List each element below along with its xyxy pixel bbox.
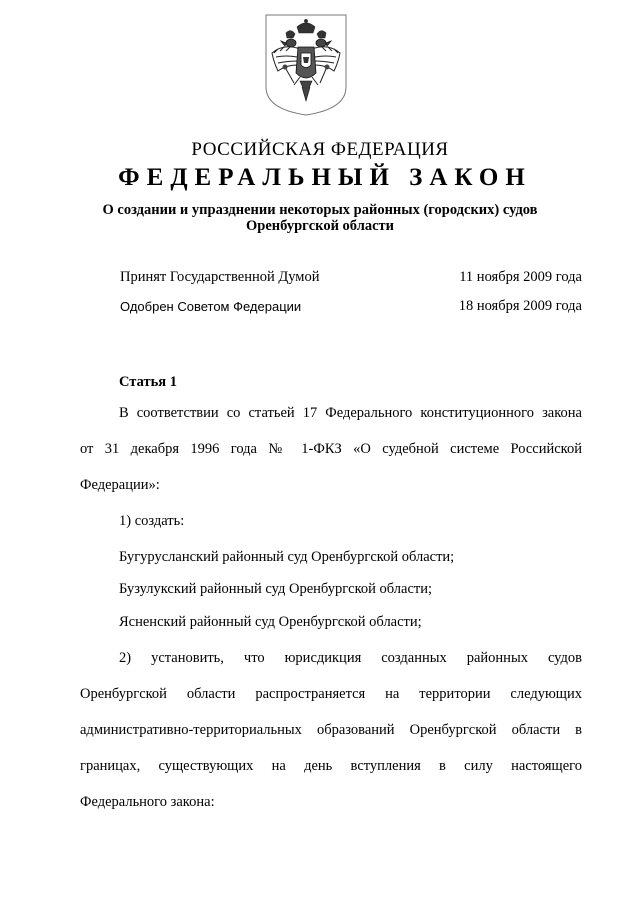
country-name: РОССИЙСКАЯ ФЕДЕРАЦИЯ bbox=[191, 139, 449, 160]
document-title-line-1: О создании и упразднении некоторых районных (городских) судов bbox=[102, 202, 538, 218]
paragraph-line: от 31 декабря 1996 года № 1-ФКЗ «О судебной системе Российской bbox=[80, 441, 582, 457]
adoption-date: 11 ноября 2009 года bbox=[459, 269, 582, 285]
adoption-row-duma bbox=[120, 269, 582, 287]
list-item: Ясненский районный суд Оренбургской области; bbox=[119, 614, 422, 630]
coat-of-arms-emblem bbox=[264, 13, 348, 117]
paragraph-line: Федерации»: bbox=[80, 477, 160, 493]
list-item: 1) создать: bbox=[119, 513, 185, 529]
paragraph-line: границах, существующих на день вступления в силу настоящего bbox=[80, 758, 582, 774]
paragraph-line: Оренбургской области распространяется на территории следующих bbox=[80, 686, 582, 702]
adoption-row-federation-council bbox=[120, 298, 582, 316]
adoption-date: 18 ноября 2009 года bbox=[458, 298, 582, 314]
paragraph-line: В соответствии со статьей 17 Федерального конституционного закона bbox=[119, 405, 582, 421]
paragraph-line: Федерального закона: bbox=[80, 794, 215, 810]
adoption-org: Одобрен Советом Федерации bbox=[120, 299, 302, 314]
adoption-org: Принят Государственной Думой bbox=[120, 269, 320, 285]
document-title bbox=[60, 202, 580, 234]
paragraph-line: административно-территориальных образований Оренбургской области в bbox=[80, 722, 582, 738]
document-title-line-2: Оренбургской области bbox=[246, 218, 394, 234]
article-heading: Статья 1 bbox=[119, 374, 177, 390]
list-item: Бузулукский районный суд Оренбургской области; bbox=[119, 581, 433, 597]
document-type: ФЕДЕРАЛЬНЫЙ ЗАКОН bbox=[118, 164, 532, 191]
paragraph-line: 2) установить, что юрисдикция созданных районных судов bbox=[119, 650, 582, 666]
list-item: Бугурусланский районный суд Оренбургской области; bbox=[119, 549, 455, 565]
